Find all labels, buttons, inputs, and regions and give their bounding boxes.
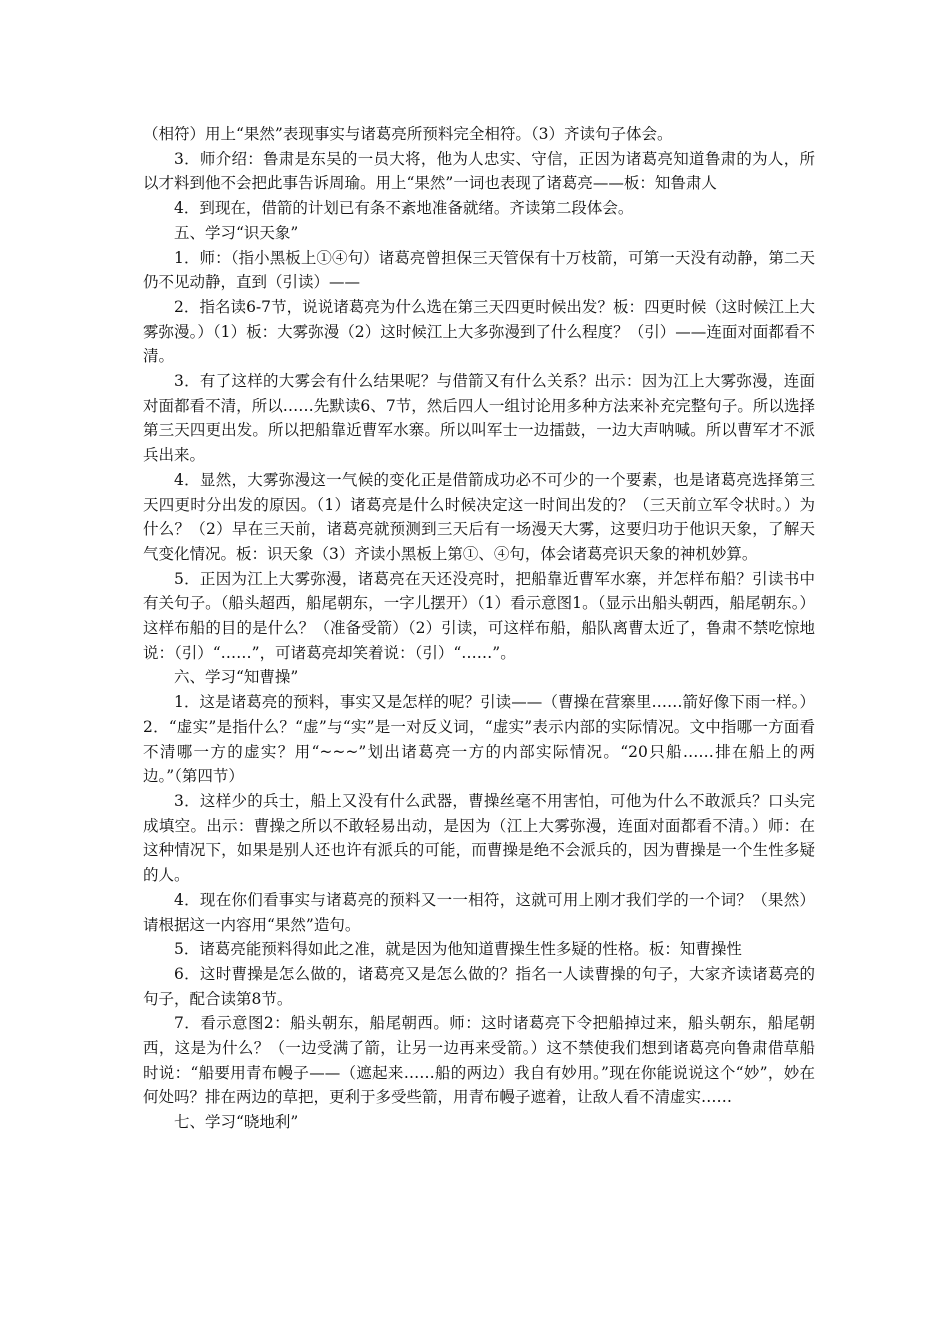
- document-body: [143, 122, 815, 1135]
- paragraph-item-7c: 7．看示意图2：船头朝东，船尾朝西。师：这时诸葛亮下令把船掉过来，船头朝东，船尾朝西，这是为什么？（一边受满了箭，让另一边再来受箭。）这不禁使我们想到诸葛亮向鲁肃借草船时说：“船要用青布幔子——（遮起来……船的两边）我自有妙用。”现在你能说说这个“妙”，妙在何处吗？排在两边的草把，更利于多受些箭，用青布幔子遮着，让敌人看不清虚实……: [143, 1014, 815, 1107]
- section-heading-6: 六、学习“知曹操”: [174, 668, 299, 687]
- paragraph-item-3c: 3．这样少的兵士，船上又没有什么武器，曹操丝毫不用害怕，可他为什么不敢派兵？口头完成填空。出示：曹操之所以不敢轻易出动，是因为（江上大雾弥漫，连面对面都看不清。）师：在这种情况下，如果是别人还也许有派兵的可能，而曹操是绝不会派兵的，因为曹操是一个生性多疑的人。: [143, 791, 815, 885]
- paragraph-item-3: 3．师介绍：鲁肃是东吴的一员大将，他为人忠实、守信，正因为诸葛亮知道鲁肃的为人，所以才料到他不会把此事告诉周瑜。用上“果然”一词也表现了诸葛亮——板：知鲁肃人: [143, 149, 815, 193]
- paragraph-item-3b: 3．有了这样的大雾会有什么结果呢？与借箭又有什么关系？出示：因为江上大雾弥漫，连面对面都看不清，所以……先默读6、7节，然后四人一组讨论用多种方法来补充完整句子。所以选择第三天四更出发。所以把船靠近曹军水寨。所以叫军士一边擂鼓，一边大声呐喊。所以曹军才不派兵出来。: [143, 372, 815, 465]
- paragraph-item-5c: 5．诸葛亮能预料得如此之准，就是因为他知道曹操生性多疑的性格。板：知曹操性: [174, 940, 742, 959]
- paragraph-item-2: 2．指名读6-7节，说说诸葛亮为什么选在第三天四更时候出发？板：四更时候（这时候江上大雾弥漫。）（1）板：大雾弥漫（2）这时候江上大多弥漫到了什么程度？（引）——连面对面都看不清。: [143, 297, 815, 366]
- paragraph-item-1c: 1．这是诸葛亮的预料，事实又是怎样的呢？引读——（曹操在营寨里……箭好像下雨一样。）2．“虚实”是指什么？“虚”与“实”是一对反义词，“虚实”表示内部的实际情况。文中指哪一方面看不清哪一方的虚实？用“~~~”划出诸葛亮一方的内部实际情况。“20只船……排在船上的两边。”（第四节）: [143, 693, 815, 786]
- paragraph-item-5: 5．正因为江上大雾弥漫，诸葛亮在天还没亮时，把船靠近曹军水寨，并怎样布船？引读书中有关句子。（船头超西，船尾朝东，一字儿摆开）（1）看示意图1。（显示出船头朝西，船尾朝东。）这样布船的目的是什么？（准备受箭）（2）引读，可这样布船，船队离曹太近了，鲁肃不禁吃惊地说：（引）“……”，可诸葛亮却笑着说：（引）“……”。: [143, 569, 815, 662]
- section-heading-7: 七、学习“晓地利”: [174, 1113, 299, 1132]
- paragraph-item-4c: 4．现在你们看事实与诸葛亮的预料又一一相符，这就可用上刚才我们学的一个词？（果然）请根据这一内容用“果然”造句。: [143, 890, 815, 934]
- section-heading-5: 五、学习“识天象”: [174, 223, 299, 242]
- paragraph-continuation: （相符）用上“果然”表现事实与诸葛亮所预料完全相符。（3）齐读句子体会。: [143, 125, 673, 143]
- paragraph-item-4: 4．到现在，借箭的计划已有条不紊地准备就绪。齐读第二段体会。: [174, 199, 634, 218]
- paragraph-item-4b: 4．显然，大雾弥漫这一气候的变化正是借箭成功必不可少的一个要素，也是诸葛亮选择第三天四更时分出发的原因。（1）诸葛亮是什么时候决定这一时间出发的？（三天前立军令状时。）为什么？（2）早在三天前，诸葛亮就预测到三天后有一场漫天大雾，这要归功于他识天象，了解天气变化情况。板：识天象（3）齐读小黑板上第①、④句，体会诸葛亮识天象的神机妙算。: [143, 470, 815, 563]
- paragraph-item-6c: 6．这时曹操是怎么做的，诸葛亮又是怎么做的？指名一人读曹操的句子，大家齐读诸葛亮的句子，配合读第8节。: [143, 964, 815, 1008]
- paragraph-item-1: 1．师：（指小黑板上①④句）诸葛亮曾担保三天管保有十万枝箭，可第一天没有动静，第二天仍不见动静，直到（引读）——: [143, 248, 815, 292]
